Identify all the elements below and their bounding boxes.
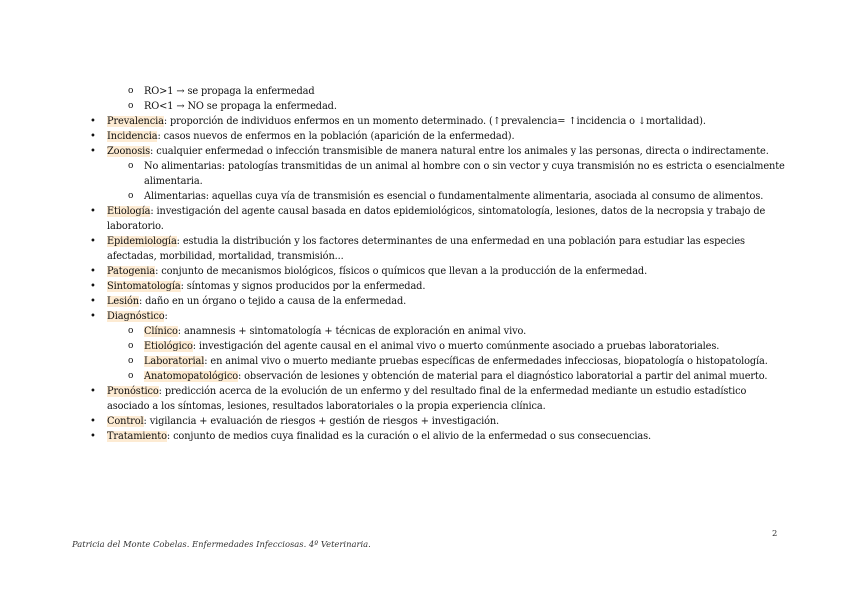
definition-text: : predicción acerca de la evolución de un enfermo y del resultado final de la enfermedad mediante un estudio estadístico: [158, 386, 747, 397]
definition-text: No alimentarias: patologías transmitidas de un animal al hombre con o sin vector y cuya transmisión no es estricta o esencialmente: [144, 161, 785, 172]
list-item-text: [144, 354, 768, 369]
definition-text: : investigación del agente causal basada en datos epidemiológicos, sintomatología, lesiones, datos de la necropsia y trabajo de: [150, 206, 766, 217]
list-item: [0, 309, 848, 324]
definition-text: : síntomas y signos producidos por la enfermedad.: [180, 281, 426, 292]
bullet-marker: •: [90, 281, 96, 292]
document-body: [0, 84, 848, 444]
definition-text: afectadas, morbilidad, mortalidad, transmisión...: [107, 251, 344, 262]
highlighted-term: Prevalencia: [107, 116, 164, 127]
list-item: [0, 399, 848, 414]
highlighted-term: Etiológico: [144, 341, 193, 352]
list-item: [0, 429, 848, 444]
list-item: [0, 249, 848, 264]
list-item-text: [144, 189, 763, 204]
highlighted-term: Epidemiología: [107, 236, 177, 247]
list-item: [0, 264, 848, 279]
highlighted-term: Lesión: [107, 296, 139, 307]
highlighted-term: Clínico: [144, 326, 178, 337]
list-item-text: [107, 129, 514, 144]
sub-bullet-marker: o: [128, 356, 134, 366]
list-item: [0, 144, 848, 159]
bullet-marker: •: [90, 296, 96, 307]
list-item-text: [107, 429, 651, 444]
list-item-text: [144, 159, 785, 174]
highlighted-term: Etiología: [107, 206, 151, 217]
list-item: [0, 339, 848, 354]
list-item-text: [144, 369, 767, 384]
bullet-marker: •: [90, 431, 96, 442]
definition-text: : anamnesis + sintomatología + técnicas de exploración en animal vivo.: [177, 326, 527, 337]
list-item-text: [107, 414, 499, 429]
sub-bullet-marker: o: [128, 161, 134, 171]
definition-text: : investigación del agente causal en el animal vivo o muerto comúnmente asociado a pruebas laboratoriales.: [192, 341, 720, 352]
highlighted-term: Diagnóstico: [107, 311, 165, 322]
list-item-text: [107, 264, 647, 279]
definition-text: : cualquier enfermedad o infección transmisible de manera natural entre los animales y las personas, directa o indirectamente.: [150, 146, 769, 157]
definition-text: : estudia la distribución y los factores determinantes de una enfermedad en una población para estudiar las especies: [176, 236, 745, 247]
page-number: 2: [772, 528, 778, 538]
list-item-text: [107, 234, 745, 249]
highlighted-term: Anatomopatológico: [144, 371, 238, 382]
bullet-marker: •: [90, 236, 96, 247]
list-item: [0, 384, 848, 399]
highlighted-term: Sintomatología: [107, 281, 181, 292]
definition-text: : observación de lesiones y obtención de material para el diagnóstico laboratorial a partir del animal muerto.: [237, 371, 768, 382]
list-item: [0, 84, 848, 99]
definition-text: : vigilancia + evaluación de riesgos + gestión de riesgos + investigación.: [143, 416, 500, 427]
list-item-text: [144, 324, 526, 339]
definition-text: : conjunto de medios cuya finalidad es la curación o el alivio de la enfermedad o sus consecuencias.: [166, 431, 652, 442]
highlighted-term: Laboratorial: [144, 356, 205, 367]
bullet-marker: •: [90, 266, 96, 277]
list-item-text: [107, 249, 344, 264]
list-item: [0, 129, 848, 144]
sub-bullet-marker: o: [128, 371, 134, 381]
definition-text: Alimentarias: aquellas cuya vía de transmisión es esencial o fundamentalmente alimentaria, asociada al consumo de alimentos.: [144, 191, 764, 202]
list-item-text: [107, 114, 706, 129]
bullet-marker: •: [90, 206, 96, 217]
highlighted-term: Pronóstico: [107, 386, 159, 397]
highlighted-term: Tratamiento: [107, 431, 167, 442]
list-item-text: [144, 339, 719, 354]
list-item: [0, 204, 848, 219]
list-item: [0, 174, 848, 189]
list-item: [0, 279, 848, 294]
definition-text: laboratorio.: [107, 221, 164, 232]
list-item-text: [107, 309, 168, 324]
list-item: [0, 234, 848, 249]
list-item-text: [107, 399, 546, 414]
definition-text: :: [164, 311, 168, 322]
bullet-marker: •: [90, 416, 96, 427]
list-item-text: [107, 294, 406, 309]
list-item-text: [107, 219, 164, 234]
sub-bullet-marker: o: [128, 101, 134, 111]
list-item-text: [107, 384, 746, 399]
list-item: [0, 324, 848, 339]
bullet-marker: •: [90, 146, 96, 157]
bullet-marker: •: [90, 116, 96, 127]
list-item: [0, 369, 848, 384]
definition-text: : proporción de individuos enfermos en un momento determinado. (↑prevalencia= ↑incidencia o ↓mortalidad).: [163, 116, 706, 127]
bullet-marker: •: [90, 386, 96, 397]
list-item: [0, 189, 848, 204]
definition-text: alimentaria.: [144, 176, 203, 187]
definition-text: RO>1 → se propaga la enfermedad: [144, 86, 315, 97]
definition-text: asociado a los síntomas, lesiones, resultados laboratoriales o la propia experiencia clínica.: [107, 401, 546, 412]
list-item-text: [144, 84, 314, 99]
highlighted-term: Zoonosis: [107, 146, 151, 157]
sub-bullet-marker: o: [128, 191, 134, 201]
highlighted-term: Control: [107, 416, 144, 427]
sub-bullet-marker: o: [128, 326, 134, 336]
list-item-text: [144, 174, 203, 189]
list-item-text: [107, 279, 425, 294]
list-item-text: [107, 144, 769, 159]
definition-text: : casos nuevos de enfermos en la población (aparición de la enfermedad).: [157, 131, 515, 142]
definition-text: : daño en un órgano o tejido a causa de la enfermedad.: [138, 296, 407, 307]
list-item: [0, 99, 848, 114]
list-item-text: [107, 204, 765, 219]
highlighted-term: Incidencia: [107, 131, 158, 142]
definition-text: : conjunto de mecanismos biológicos, físicos o químicos que llevan a la producción de la enfermedad.: [155, 266, 648, 277]
list-item: [0, 354, 848, 369]
list-item: [0, 114, 848, 129]
list-item: [0, 159, 848, 174]
highlighted-term: Patogenia: [107, 266, 156, 277]
list-item: [0, 414, 848, 429]
bullet-marker: •: [90, 311, 96, 322]
list-item: [0, 294, 848, 309]
definition-text: : en animal vivo o muerto mediante pruebas específicas de enfermedades infecciosas, biopatología o histopatología.: [204, 356, 768, 367]
list-item: [0, 219, 848, 234]
sub-bullet-marker: o: [128, 86, 134, 96]
page-footer: Patricia del Monte Cobelas. Enfermedades Infecciosas. 4º Veterinaria.: [72, 539, 371, 549]
definition-text: RO<1 → NO se propaga la enfermedad.: [144, 101, 337, 112]
sub-bullet-marker: o: [128, 341, 134, 351]
list-item-text: [144, 99, 337, 114]
bullet-marker: •: [90, 131, 96, 142]
